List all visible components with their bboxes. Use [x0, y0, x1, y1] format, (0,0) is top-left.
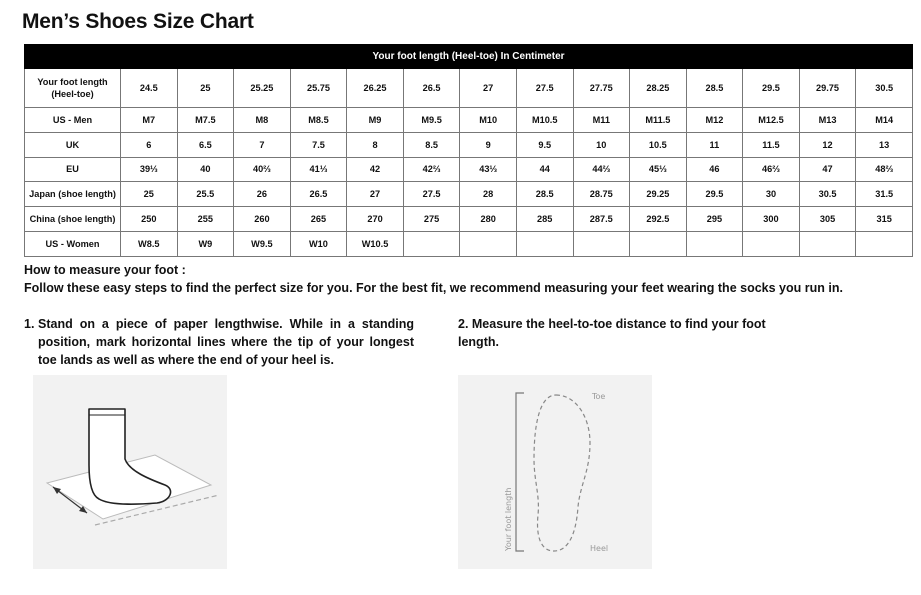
table-cell: W10.5 — [347, 231, 404, 256]
how-to-intro: Follow these easy steps to find the perfect size for you. For the best fit, we recommend measuring your feet wearing the socks you run in. — [24, 281, 843, 295]
table-cell: 13 — [856, 132, 913, 157]
page-title: Men’s Shoes Size Chart — [22, 10, 254, 33]
table-cell: M11 — [573, 108, 630, 133]
table-cell: M9 — [347, 108, 404, 133]
table-cell: W9 — [177, 231, 234, 256]
table-cell: 300 — [743, 207, 800, 232]
table-cell: 28 — [460, 182, 517, 207]
step-1-number: 1. — [24, 317, 35, 331]
table-cell: 27 — [347, 182, 404, 207]
table-cell — [403, 231, 460, 256]
table-cell: 11.5 — [743, 132, 800, 157]
table-cell: 25 — [121, 182, 178, 207]
table-cell: 39⅓ — [121, 157, 178, 182]
table-cell: 260 — [234, 207, 291, 232]
table-cell: 8.5 — [403, 132, 460, 157]
table-cell: 28.5 — [516, 182, 573, 207]
table-cell: 30.5 — [856, 69, 913, 108]
table-cell: 7 — [234, 132, 291, 157]
table-cell: 31.5 — [856, 182, 913, 207]
table-cell: 46⅔ — [743, 157, 800, 182]
table-row — [25, 157, 913, 182]
table-cell: 29.25 — [630, 182, 687, 207]
table-cell: 25.25 — [234, 69, 291, 108]
table-cell: M11.5 — [630, 108, 687, 133]
row-header: US - Men — [25, 108, 121, 133]
table-cell: 30.5 — [799, 182, 856, 207]
table-cell: 48⅔ — [856, 157, 913, 182]
table-cell: 250 — [121, 207, 178, 232]
table-cell — [799, 231, 856, 256]
table-cell: 28.75 — [573, 182, 630, 207]
table-cell: 285 — [516, 207, 573, 232]
row-header: China (shoe length) — [25, 207, 121, 232]
table-cell: 26 — [234, 182, 291, 207]
heel-label: Heel — [590, 544, 609, 553]
table-cell: M10 — [460, 108, 517, 133]
row-header: EU — [25, 157, 121, 182]
table-cell: M7 — [121, 108, 178, 133]
table-cell: 46 — [686, 157, 743, 182]
table-cell: 44⅔ — [573, 157, 630, 182]
table-cell: 12 — [799, 132, 856, 157]
table-cell: 26.5 — [403, 69, 460, 108]
table-row — [25, 231, 913, 256]
toe-label: Toe — [592, 392, 606, 401]
table-cell: M9.5 — [403, 108, 460, 133]
table-cell: 265 — [290, 207, 347, 232]
step-1-text: Stand on a piece of paper lengthwise. While in a standing position, mark horizontal lines where the tip of your longest toe lands as well as where the end of your heel is. — [38, 317, 414, 367]
table-cell: W10 — [290, 231, 347, 256]
table-cell: M13 — [799, 108, 856, 133]
table-cell: 28.5 — [686, 69, 743, 108]
table-cell: 29.5 — [686, 182, 743, 207]
table-cell: 24.5 — [121, 69, 178, 108]
table-cell: 9 — [460, 132, 517, 157]
foot-on-paper-illustration — [33, 375, 227, 569]
table-cell: 305 — [799, 207, 856, 232]
table-row — [25, 207, 913, 232]
table-cell: M12.5 — [743, 108, 800, 133]
table-cell: W9.5 — [234, 231, 291, 256]
table-cell: 25.75 — [290, 69, 347, 108]
table-cell: 287.5 — [573, 207, 630, 232]
table-cell: 315 — [856, 207, 913, 232]
table-cell: 10.5 — [630, 132, 687, 157]
foot-length-label: Your foot length — [504, 487, 513, 551]
table-cell: 43⅓ — [460, 157, 517, 182]
table-cell: 9.5 — [516, 132, 573, 157]
table-cell: M7.5 — [177, 108, 234, 133]
table-cell — [573, 231, 630, 256]
table-cell: 40 — [177, 157, 234, 182]
table-cell: 25 — [177, 69, 234, 108]
table-cell: 275 — [403, 207, 460, 232]
table-cell: W8.5 — [121, 231, 178, 256]
table-cell — [460, 231, 517, 256]
foot-length-diagram — [458, 375, 652, 569]
table-cell: 295 — [686, 207, 743, 232]
table-cell: 29.5 — [743, 69, 800, 108]
table-cell: 27 — [460, 69, 517, 108]
table-cell: M10.5 — [516, 108, 573, 133]
row-header: Your foot length (Heel-toe) — [25, 69, 121, 108]
row-header: US - Women — [25, 231, 121, 256]
table-caption: Your foot length (Heel-toe) In Centimeter — [25, 45, 913, 69]
how-to-title: How to measure your foot : — [24, 263, 186, 277]
table-cell: 7.5 — [290, 132, 347, 157]
table-cell: 27.75 — [573, 69, 630, 108]
table-cell: 29.75 — [799, 69, 856, 108]
table-cell: 6.5 — [177, 132, 234, 157]
step-2-text: 2. Measure the heel-to-toe distance to find your foot length. — [458, 317, 766, 349]
table-cell: 10 — [573, 132, 630, 157]
table-cell: 42⅔ — [403, 157, 460, 182]
table-cell — [743, 231, 800, 256]
table-cell: 26.25 — [347, 69, 404, 108]
row-header: Japan (shoe length) — [25, 182, 121, 207]
table-cell: 45⅓ — [630, 157, 687, 182]
table-cell: 26.5 — [290, 182, 347, 207]
table-cell: M8.5 — [290, 108, 347, 133]
table-cell: 47 — [799, 157, 856, 182]
table-cell — [516, 231, 573, 256]
table-row — [25, 132, 913, 157]
step-1 — [24, 315, 414, 369]
table-cell: 8 — [347, 132, 404, 157]
table-cell: 30 — [743, 182, 800, 207]
table-cell — [856, 231, 913, 256]
table-cell — [630, 231, 687, 256]
table-row — [25, 69, 913, 108]
table-cell: 27.5 — [516, 69, 573, 108]
table-cell: 280 — [460, 207, 517, 232]
table-cell: 40⅔ — [234, 157, 291, 182]
table-cell: 44 — [516, 157, 573, 182]
table-cell: 42 — [347, 157, 404, 182]
table-cell: 41⅓ — [290, 157, 347, 182]
table-cell: 28.25 — [630, 69, 687, 108]
table-cell: M8 — [234, 108, 291, 133]
row-header: UK — [25, 132, 121, 157]
table-cell: 25.5 — [177, 182, 234, 207]
table-cell — [686, 231, 743, 256]
table-cell: 27.5 — [403, 182, 460, 207]
table-row — [25, 108, 913, 133]
table-cell: M14 — [856, 108, 913, 133]
table-cell: M12 — [686, 108, 743, 133]
table-cell: 6 — [121, 132, 178, 157]
table-row — [25, 182, 913, 207]
table-cell: 11 — [686, 132, 743, 157]
table-cell: 255 — [177, 207, 234, 232]
size-chart-table — [24, 44, 913, 257]
table-cell: 270 — [347, 207, 404, 232]
table-cell: 292.5 — [630, 207, 687, 232]
